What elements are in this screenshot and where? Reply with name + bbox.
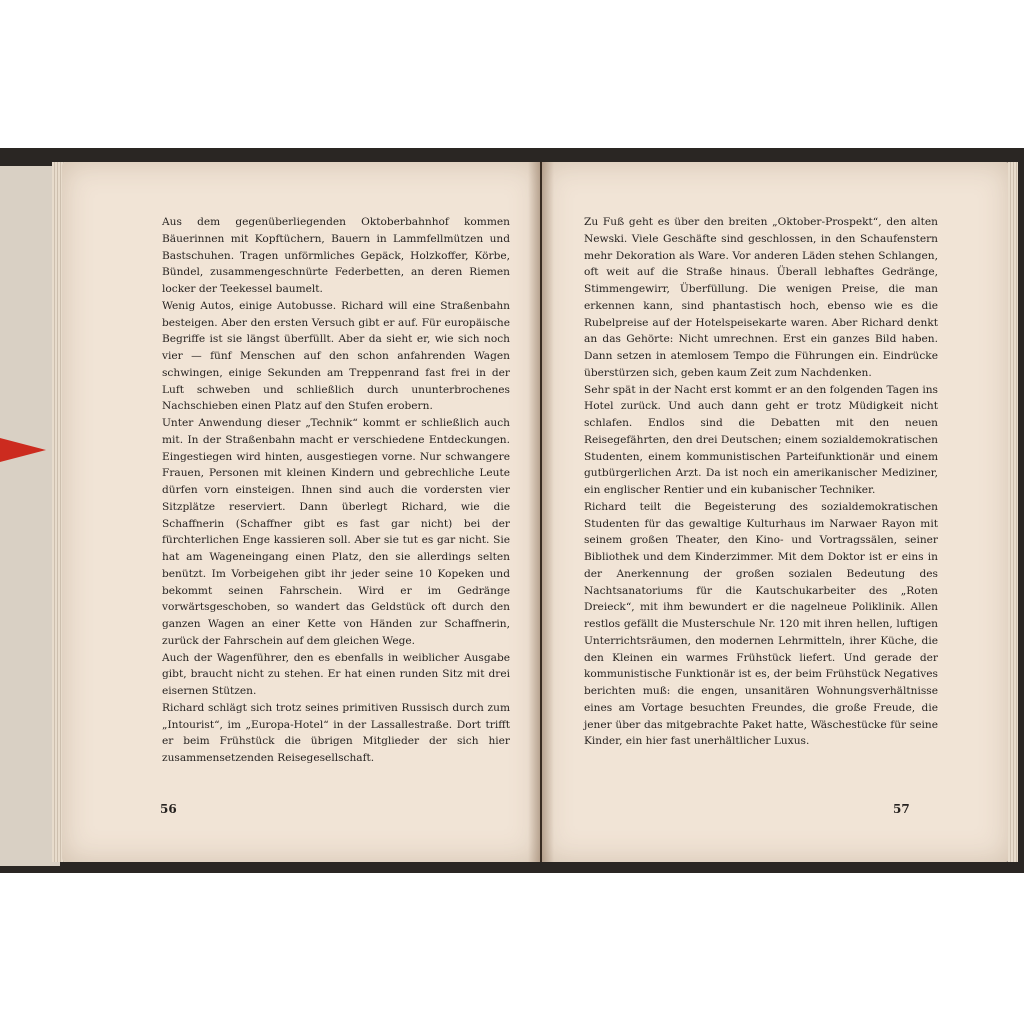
paragraph: Richard schlägt sich trotz seines primitiven Russisch durch zum „Intourist“, im „Europa-Hotel“ in der Lassallestraße. Dort trifft er beim Frühstück die übrigen Mitglieder der sich hier zusammensetzenden Reisegesellschaft. [162,701,510,764]
book-gutter [528,162,554,862]
bookmark-ribbon [0,438,46,462]
paragraph: Auch der Wagenführer, den es ebenfalls in weiblicher Ausgabe gibt, braucht nicht zu stehen. Er hat einen runden Sitz mit drei eisernen Stützen. [162,651,510,697]
paragraph: Sehr spät in der Nacht erst kommt er an den folgenden Tagen ins Hotel zurück. Und auch dann geht er trotz Müdigkeit nicht schlafen. Endlos sind die Debatten mit den neuen Reisegefährten, den drei Deutschen; einem sozialdemokratischen Studenten, einem kommunistischen Parteifunktionär und einem gutbürgerlichen Arzt. Da ist noch ein amerikanischer Mediziner, ein englischer Rentier und ein kubanischer Techniker. [584,383,938,496]
paragraph: Aus dem gegenüberliegenden Oktoberbahnhof kommen Bäuerinnen mit Kopftüchern, Bauern in Lammfellmützen und Bastschuhen. Tragen unförmliches Gepäck, Holzkoffer, Körbe, Bündel, zusammengeschnürte Federbetten, an deren Riemen locker der Teekessel baumelt. [162,216,510,295]
left-page-text [162,214,510,767]
paragraph: Richard teilt die Begeisterung des sozialdemokratischen Studenten für das gewaltige Kulturhaus im Narwaer Rayon mit seinem großen Theater, den Kino- und Vortragssälen, seiner Bibliothek und dem Kinderzimmer. Mit dem Doktor ist er eins in der Anerkennung der großen sozialen Bedeutung des Nachtsanatoriums für die Kautschukarbeiter des „Roten Dreieck“, mit ihm bewundert er die nagelneue Poliklinik. Allen restlos gefällt die Musterschule Nr. 120 mit ihren hellen, luftigen Unterrichtsräumen, den modernen Lehrmitteln, ihrer Küche, die den Kleinen ein warmes Frühstück liefert. Und gerade der kommunistische Funktionär ist es, der beim Frühstück Negatives berichten muß: die engen, unsanitären Wohnungsverhältnisse eines am Vortage besuchten Freundes, die große Freude, die jener über das mitgebrachte Paket hatte, Wäschestücke für seine Kinder, ein hier fast unerhältlicher Luxus. [584,500,938,748]
left-page-number: 56 [160,802,177,816]
underlying-book-page [0,166,60,866]
right-page-text [584,214,938,750]
paragraph: Zu Fuß geht es über den breiten „Oktober-Prospekt“, den alten Newski. Viele Geschäfte sind geschlossen, in den Schaufenstern mehr Dekoration als Ware. Vor anderen Läden stehen Schlangen, oft weit auf die Straße hinaus. Überall lebhaftes Gedränge, Stimmengewirr, Überfüllung. Die wenigen Preise, die man erkennen kann, sind phantastisch hoch, ebenso wie es die Rubelpreise auf der Hotelspeisekarte waren. Aber Richard denkt an das Gehörte: Nicht umrechnen. Erst ein ganzes Bild haben. Dann setzen in atemlosem Tempo die Führungen ein. Eindrücke überstürzen sich, geben kaum Zeit zum Nachdenken. [584,216,938,379]
paragraph: Wenig Autos, einige Autobusse. Richard will eine Straßenbahn besteigen. Aber den ersten Versuch gibt er auf. Für europäische Begriffe ist sie längst überfüllt. Aber da sieht er, wie sich noch vier — fünf Menschen auf den schon anfahrenden Wagen schwingen, einige Sekunden am Treppenrand fast frei in der Luft schweben und schließlich durch ununterbrochenes Nachschieben einen Platz auf den Stufen erobern. [162,299,510,413]
right-page-edges [1008,162,1018,862]
paragraph: Unter Anwendung dieser „Technik“ kommt er schließlich auch mit. In der Straßenbahn macht er verschiedene Entdeckungen. Eingestiegen wird hinten, ausgestiegen vorne. Nur schwangere Frauen, Personen mit kleinen Kindern und gebrechliche Leute dürfen vorn einsteigen. Ihnen sind auch die vordersten vier Sitzplätze reserviert. Dann überlegt Richard, wie die Schaffnerin (Schaffner gibt es fast gar nicht) bei der fürchterlichen Enge kassieren soll. Aber sie tut es gar nicht. Sie hat am Wageneingang einen Platz, den sie allerdings selten benützt. Im Vorbeigehen gibt ihr jeder seine 10 Kopeken und bekommt seinen Fahrschein. Wird er im Gedränge vorwärtsgeschoben, so wandert das Geldstück oft durch den ganzen Wagen an einer Kette von Händen zur Schaffnerin, zurück der Fahrschein auf dem gleichen Wege. [162,417,510,647]
right-page-number: 57 [893,802,910,816]
